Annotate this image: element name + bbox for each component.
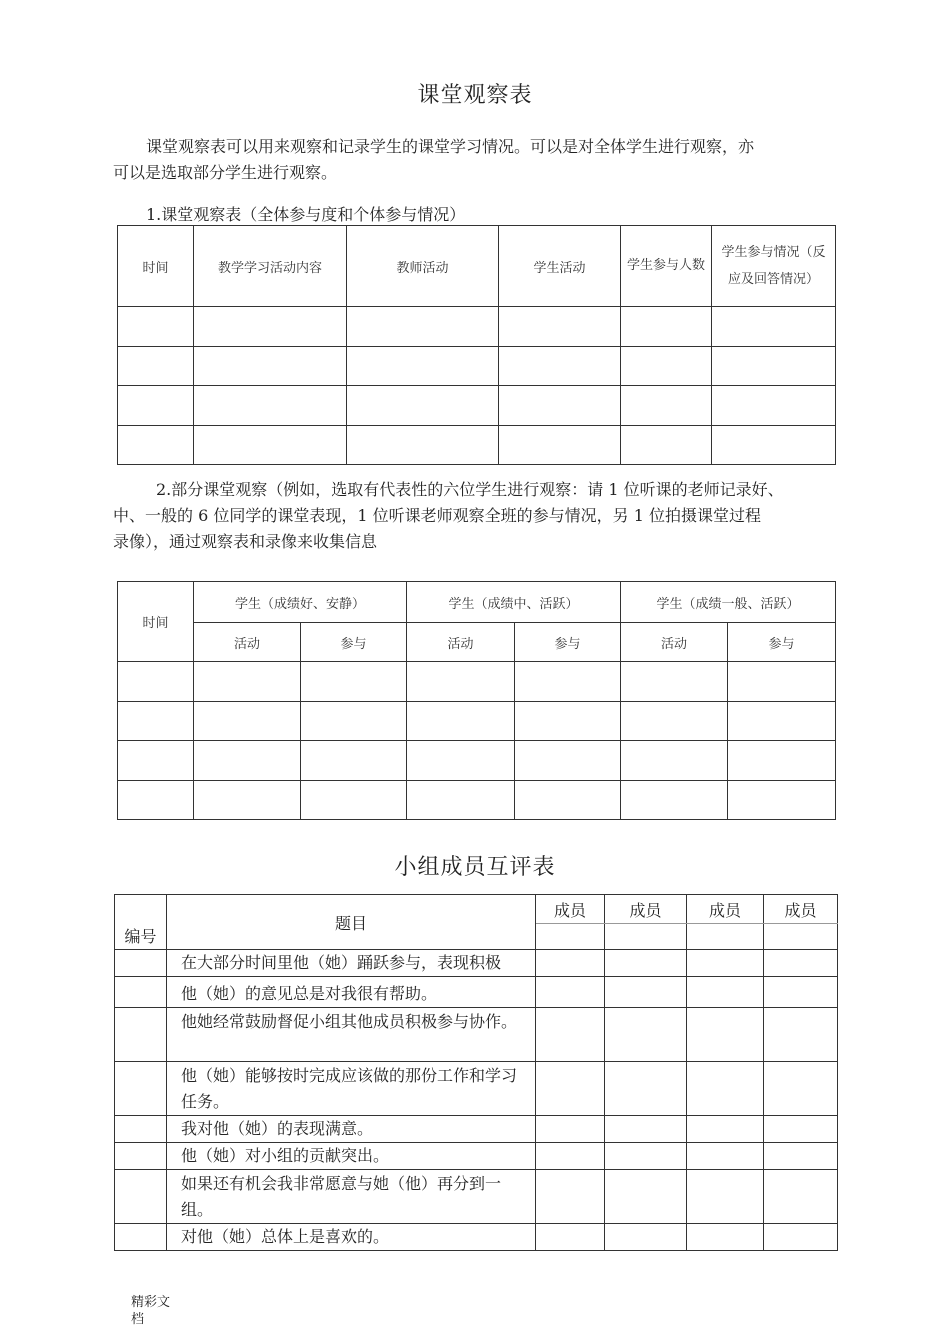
score-cell[interactable] bbox=[536, 1008, 605, 1062]
peer-header-member: 成员 bbox=[605, 895, 687, 924]
score-cell[interactable] bbox=[605, 1116, 687, 1143]
section2-line-3: 录像），通过观察表和录像来收集信息 bbox=[113, 532, 378, 551]
number-cell[interactable] bbox=[115, 1062, 167, 1116]
table-row bbox=[118, 702, 836, 741]
score-cell[interactable] bbox=[605, 1224, 687, 1251]
score-cell[interactable] bbox=[605, 1143, 687, 1170]
table-cell[interactable] bbox=[407, 741, 515, 781]
table2-subheader-row bbox=[118, 623, 836, 662]
table-cell[interactable] bbox=[194, 347, 347, 386]
score-cell[interactable] bbox=[605, 1008, 687, 1062]
score-cell[interactable] bbox=[536, 1170, 605, 1224]
table-row bbox=[115, 950, 838, 977]
table2-participation-header: 参与 bbox=[515, 623, 621, 662]
table2-participation-header: 参与 bbox=[728, 623, 836, 662]
table-cell[interactable] bbox=[515, 702, 621, 741]
table1-header-teacher: 教师活动 bbox=[347, 226, 499, 307]
table-cell[interactable] bbox=[118, 347, 194, 386]
question-text: 他（她）对小组的贡献突出。 bbox=[167, 1143, 536, 1170]
score-cell[interactable] bbox=[764, 1143, 838, 1170]
table-cell[interactable] bbox=[621, 741, 728, 781]
table1-header-student: 学生活动 bbox=[499, 226, 621, 307]
number-cell[interactable] bbox=[115, 977, 167, 1008]
table-row bbox=[118, 347, 836, 386]
section2-line-1: 2.部分课堂观察（例如，选取有代表性的六位学生进行观察：请 1 位听课的老师记录好、 bbox=[156, 480, 784, 499]
score-cell[interactable] bbox=[687, 1143, 764, 1170]
table-cell[interactable] bbox=[621, 386, 712, 426]
table-cell[interactable] bbox=[118, 741, 194, 781]
table-cell[interactable] bbox=[499, 426, 621, 465]
table-cell[interactable] bbox=[712, 307, 836, 347]
table-cell[interactable] bbox=[118, 702, 194, 741]
number-cell[interactable] bbox=[115, 1008, 167, 1062]
table1-header-content: 教学学习活动内容 bbox=[194, 226, 347, 307]
table-cell[interactable] bbox=[347, 426, 499, 465]
table-cell[interactable] bbox=[194, 386, 347, 426]
table-row bbox=[115, 1062, 838, 1116]
score-cell[interactable] bbox=[536, 977, 605, 1008]
score-cell[interactable] bbox=[764, 1170, 838, 1224]
number-cell[interactable] bbox=[115, 950, 167, 977]
table-row bbox=[118, 662, 836, 702]
table-cell[interactable] bbox=[118, 662, 194, 702]
peer-review-table bbox=[114, 894, 838, 1251]
table-cell[interactable] bbox=[621, 347, 712, 386]
table-cell[interactable] bbox=[347, 347, 499, 386]
question-text: 我对他（她）的表现满意。 bbox=[167, 1116, 536, 1143]
member-name-cell[interactable] bbox=[764, 924, 838, 950]
table-row bbox=[118, 386, 836, 426]
table-cell[interactable] bbox=[728, 741, 836, 781]
table-cell[interactable] bbox=[347, 307, 499, 347]
number-cell[interactable] bbox=[115, 1224, 167, 1251]
score-cell[interactable] bbox=[536, 1224, 605, 1251]
table-row bbox=[118, 781, 836, 820]
score-cell[interactable] bbox=[764, 1224, 838, 1251]
table-cell[interactable] bbox=[712, 386, 836, 426]
table-cell[interactable] bbox=[499, 347, 621, 386]
table-cell[interactable] bbox=[194, 702, 301, 741]
table-cell[interactable] bbox=[515, 781, 621, 820]
score-cell[interactable] bbox=[687, 1224, 764, 1251]
table2-activity-header: 活动 bbox=[407, 623, 515, 662]
table-cell[interactable] bbox=[301, 741, 407, 781]
table-row bbox=[115, 1170, 838, 1224]
table2-group-medium: 学生（成绩中、活跃） bbox=[407, 582, 621, 623]
table-cell[interactable] bbox=[118, 386, 194, 426]
table1-header-time: 时间 bbox=[118, 226, 194, 307]
table-cell[interactable] bbox=[712, 426, 836, 465]
footer-line-2: 档 bbox=[131, 1312, 145, 1327]
peer-header-member: 成员 bbox=[536, 895, 605, 924]
table-row bbox=[115, 1116, 838, 1143]
score-cell[interactable] bbox=[605, 977, 687, 1008]
table-row bbox=[118, 307, 836, 347]
score-cell[interactable] bbox=[764, 1116, 838, 1143]
peer-header-row bbox=[115, 895, 838, 924]
score-cell[interactable] bbox=[536, 1062, 605, 1116]
intro-line-2: 可以是选取部分学生进行观察。 bbox=[113, 163, 338, 182]
score-cell[interactable] bbox=[536, 950, 605, 977]
score-cell[interactable] bbox=[605, 1170, 687, 1224]
member-name-cell[interactable] bbox=[605, 924, 687, 950]
table-row bbox=[115, 1008, 838, 1062]
table-cell[interactable] bbox=[499, 386, 621, 426]
table1-header-situation: 学生参与情况（反应及回答情况） bbox=[712, 226, 836, 307]
table-cell[interactable] bbox=[301, 781, 407, 820]
score-cell[interactable] bbox=[536, 1116, 605, 1143]
table-cell[interactable] bbox=[515, 741, 621, 781]
observation-table-2 bbox=[117, 581, 836, 820]
table2-group-good: 学生（成绩好、安静） bbox=[194, 582, 407, 623]
table-cell[interactable] bbox=[728, 662, 836, 702]
table-cell[interactable] bbox=[712, 347, 836, 386]
table-cell[interactable] bbox=[407, 702, 515, 741]
score-cell[interactable] bbox=[687, 1170, 764, 1224]
score-cell[interactable] bbox=[764, 950, 838, 977]
table-cell[interactable] bbox=[621, 702, 728, 741]
table2-header-time: 时间 bbox=[118, 582, 194, 662]
table2-group-average: 学生（成绩一般、活跃） bbox=[621, 582, 836, 623]
table2-activity-header: 活动 bbox=[194, 623, 301, 662]
member-name-cell[interactable] bbox=[687, 924, 764, 950]
question-text: 他她经常鼓励督促小组其他成员积极参与协作。 bbox=[167, 1008, 536, 1062]
peer-header-number: 编号 bbox=[115, 895, 167, 950]
peer-header-member: 成员 bbox=[687, 895, 764, 924]
table-row bbox=[118, 426, 836, 465]
table-cell[interactable] bbox=[118, 781, 194, 820]
question-text: 如果还有机会我非常愿意与她（他）再分到一组。 bbox=[167, 1170, 536, 1224]
table-cell[interactable] bbox=[728, 781, 836, 820]
table-cell[interactable] bbox=[301, 662, 407, 702]
peer-header-member: 成员 bbox=[764, 895, 838, 924]
table1-header-row bbox=[118, 226, 836, 307]
table-cell[interactable] bbox=[194, 741, 301, 781]
question-text: 在大部分时间里他（她）踊跃参与，表现积极 bbox=[181, 953, 502, 972]
peer-review-title: 小组成员互评表 bbox=[394, 855, 556, 880]
number-cell[interactable] bbox=[115, 1143, 167, 1170]
table-cell[interactable] bbox=[621, 307, 712, 347]
score-cell[interactable] bbox=[687, 1008, 764, 1062]
table-cell[interactable] bbox=[194, 426, 347, 465]
score-cell[interactable] bbox=[687, 1062, 764, 1116]
score-cell[interactable] bbox=[687, 1116, 764, 1143]
score-cell[interactable] bbox=[605, 1062, 687, 1116]
table-cell[interactable] bbox=[118, 426, 194, 465]
observation-table-1 bbox=[117, 225, 836, 465]
section1-heading: 1.课堂观察表（全体参与度和个体参与情况） bbox=[146, 205, 466, 224]
question-text: 对他（她）总体上是喜欢的。 bbox=[167, 1224, 536, 1251]
number-cell[interactable] bbox=[115, 1170, 167, 1224]
table-cell[interactable] bbox=[621, 426, 712, 465]
table-cell[interactable] bbox=[515, 662, 621, 702]
score-cell[interactable] bbox=[536, 1143, 605, 1170]
table-cell[interactable] bbox=[407, 662, 515, 702]
table-cell[interactable] bbox=[301, 702, 407, 741]
member-name-cell[interactable] bbox=[536, 924, 605, 950]
question-text: 他（她）能够按时完成应该做的那份工作和学习任务。 bbox=[167, 1062, 536, 1116]
table2-group-row bbox=[118, 582, 836, 623]
section2-line-2: 中、一般的 6 位同学的课堂表现，1 位听课老师观察全班的参与情况，另 1 位拍摄课堂过程 bbox=[113, 506, 761, 525]
page-title: 课堂观察表 bbox=[417, 83, 533, 108]
table1-header-count: 学生参与人数 bbox=[621, 226, 712, 307]
intro-line-1: 课堂观察表可以用来观察和记录学生的课堂学习情况。可以是对全体学生进行观察，亦 bbox=[146, 137, 755, 156]
table-cell[interactable] bbox=[118, 307, 194, 347]
footer-text bbox=[131, 1294, 170, 1328]
score-cell[interactable] bbox=[764, 977, 838, 1008]
table-row bbox=[115, 1143, 838, 1170]
table2-participation-header: 参与 bbox=[301, 623, 407, 662]
table-cell[interactable] bbox=[194, 662, 301, 702]
table-cell[interactable] bbox=[621, 781, 728, 820]
score-cell[interactable] bbox=[764, 1062, 838, 1116]
score-cell[interactable] bbox=[605, 950, 687, 977]
question-text: 他（她）的意见总是对我很有帮助。 bbox=[167, 977, 536, 1008]
table-row bbox=[115, 1224, 838, 1251]
table-cell[interactable] bbox=[728, 702, 836, 741]
number-cell[interactable] bbox=[115, 1116, 167, 1143]
table-cell[interactable] bbox=[347, 386, 499, 426]
table-cell[interactable] bbox=[194, 307, 347, 347]
table2-activity-header: 活动 bbox=[621, 623, 728, 662]
score-cell[interactable] bbox=[687, 950, 764, 977]
table-cell[interactable] bbox=[499, 307, 621, 347]
score-cell[interactable] bbox=[687, 977, 764, 1008]
table-cell[interactable] bbox=[621, 662, 728, 702]
table-cell[interactable] bbox=[407, 781, 515, 820]
footer-line-1: 精彩文 bbox=[131, 1295, 171, 1310]
table-cell[interactable] bbox=[194, 781, 301, 820]
table-row bbox=[115, 977, 838, 1008]
table-row bbox=[118, 741, 836, 781]
score-cell[interactable] bbox=[764, 1008, 838, 1062]
peer-header-question: 题目 bbox=[167, 895, 536, 950]
